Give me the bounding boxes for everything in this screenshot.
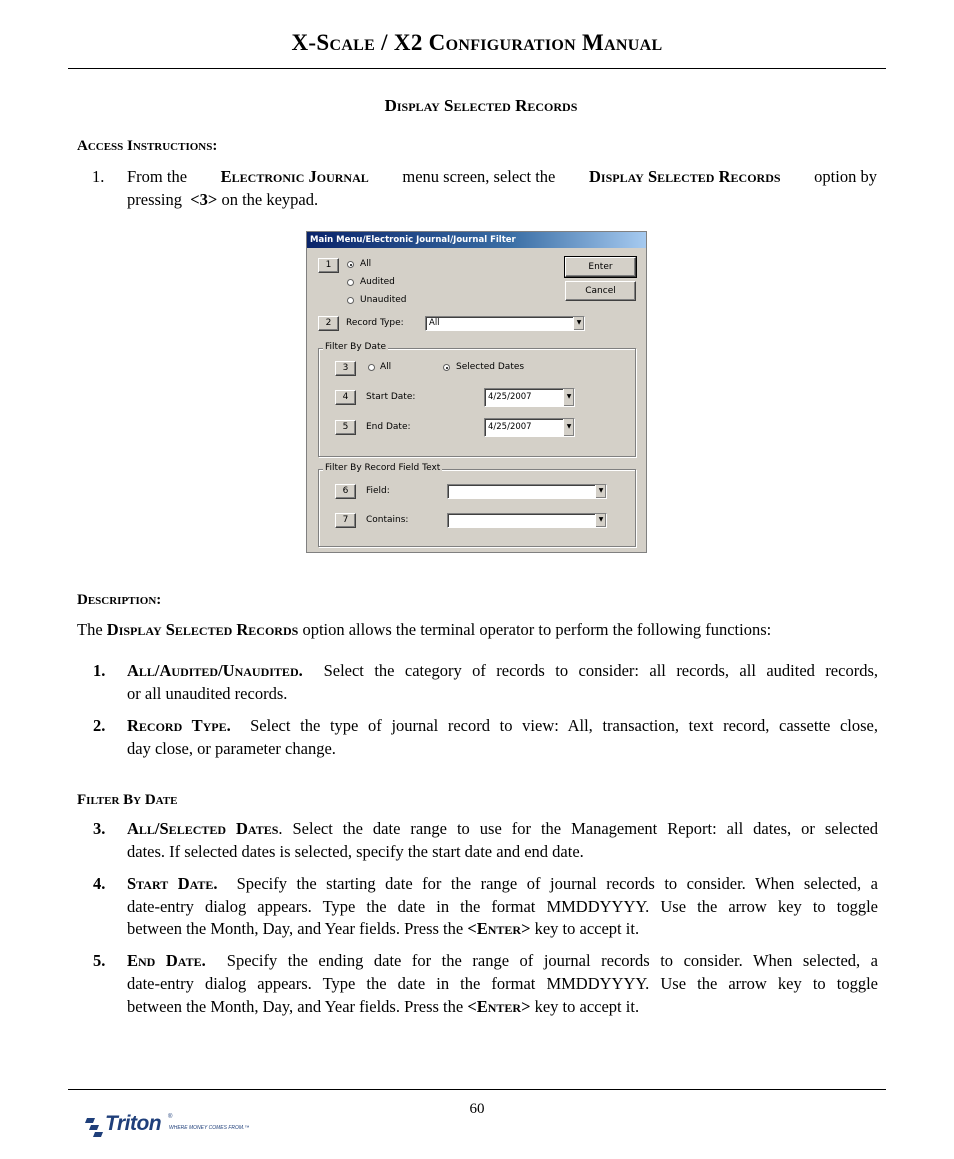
journal-filter-dialog: [306, 231, 647, 553]
cancel-button[interactable]: Cancel: [565, 281, 636, 301]
end-date-picker[interactable]: [484, 418, 575, 437]
intro-option: Display Selected Records: [106, 620, 299, 639]
filter-by-date-heading: Filter By Date: [77, 792, 178, 808]
intro-pre: The: [77, 620, 103, 639]
item-5-line-2: date-entry dialog appears. Type the date in the format MMDDYYYY. Use the arrow key to toggle: [127, 974, 878, 993]
step-text-mid: menu screen, select the: [402, 167, 556, 186]
key-1-button[interactable]: 1: [318, 258, 339, 273]
dialog-title-bar: Main Menu/Electronic Journal/Journal Filter: [307, 232, 646, 248]
item-4-enter-key: <Enter>: [467, 919, 531, 938]
access-step-line-1: [127, 165, 877, 188]
step-text-keypad: on the keypad.: [221, 190, 319, 209]
access-step-line-2: [127, 188, 318, 211]
filter-by-date-label: Filter By Date: [325, 342, 387, 352]
record-type-value: All: [429, 318, 440, 328]
page-header-title: X-Scale / X2 Configuration Manual: [291, 30, 663, 55]
triton-logo: [85, 1114, 255, 1138]
footer-rule: [68, 1089, 886, 1090]
chevron-down-icon[interactable]: ▼: [595, 514, 606, 527]
step-option-name: Display Selected Records: [589, 167, 781, 186]
item-1-term: All/Audited/Unaudited.: [127, 661, 303, 680]
end-date-value: 4/25/2007: [488, 422, 532, 432]
item-5-text3-post: key to accept it.: [534, 997, 640, 1016]
contains-label: Contains:: [366, 515, 409, 525]
record-type-label: Record Type:: [346, 318, 404, 328]
step-text-pressing: pressing: [127, 190, 182, 209]
step-number: 1.: [92, 167, 105, 186]
logo-registered-mark: ®: [168, 1114, 173, 1120]
item-4-line-2: date-entry dialog appears. Type the date in the format MMDDYYYY. Use the arrow key to toggle: [127, 897, 878, 916]
intro-post: option allows the terminal operator to perform the following functions:: [302, 620, 772, 639]
item-4-text: Specify the starting date for the range of journal records to consider. When selected, a: [236, 874, 878, 893]
radio-audited[interactable]: [347, 279, 354, 286]
field-select[interactable]: [447, 484, 607, 499]
item-4-text3-pre: between the Month, Day, and Year fields. Press the: [127, 919, 464, 938]
header-rule: [68, 68, 886, 69]
end-date-label: End Date:: [366, 422, 411, 432]
item-2-line-2: day close, or parameter change.: [127, 739, 336, 758]
key-3-button[interactable]: 3: [335, 361, 356, 376]
item-4-number: 4.: [93, 874, 106, 893]
radio-all-dates[interactable]: [368, 364, 375, 371]
start-date-label: Start Date:: [366, 392, 416, 402]
item-1-number: 1.: [93, 661, 106, 680]
contains-select[interactable]: [447, 513, 607, 528]
logo-tagline-text: WHERE MONEY COMES FROM.: [169, 1125, 245, 1131]
chevron-down-icon[interactable]: ▼: [563, 389, 574, 406]
field-label: Field:: [366, 486, 390, 496]
page-number: 60: [469, 1101, 485, 1117]
filter-by-field-group: [318, 469, 636, 547]
step-menu-name: Electronic Journal: [220, 167, 369, 186]
chevron-down-icon[interactable]: ▼: [595, 485, 606, 498]
start-date-picker[interactable]: [484, 388, 575, 407]
radio-selected-dates-label: Selected Dates: [456, 362, 525, 372]
step-text-post: option by: [814, 167, 877, 186]
chevron-down-icon[interactable]: ▼: [563, 419, 574, 436]
key-6-button[interactable]: 6: [335, 484, 356, 499]
item-1-line-1: [127, 659, 878, 682]
item-5-line-3: [127, 995, 639, 1018]
item-2-term: Record Type.: [127, 716, 231, 735]
access-instructions-heading: Access Instructions:: [77, 138, 218, 154]
item-2-line-1: [127, 714, 878, 737]
radio-all-records[interactable]: [347, 261, 354, 268]
key-5-button[interactable]: 5: [335, 420, 356, 435]
step-text-pre: From the: [127, 167, 188, 186]
item-2-number: 2.: [93, 716, 106, 735]
logo-wordmark: Triton: [105, 1112, 162, 1135]
item-5-enter-key: <Enter>: [467, 997, 531, 1016]
step-key: <3>: [190, 190, 218, 209]
description-intro: [77, 618, 771, 641]
item-1-line-2: or all unaudited records.: [127, 684, 288, 703]
item-5-number: 5.: [93, 951, 106, 970]
item-3-line-1: [127, 817, 878, 840]
key-4-button[interactable]: 4: [335, 390, 356, 405]
item-4-term: Start Date.: [127, 874, 218, 893]
item-3-number: 3.: [93, 819, 106, 838]
logo-trademark: ™: [244, 1125, 250, 1131]
key-7-button[interactable]: 7: [335, 513, 356, 528]
radio-all-label: All: [360, 259, 372, 269]
item-5-text3-pre: between the Month, Day, and Year fields. Press the: [127, 997, 464, 1016]
radio-selected-dates[interactable]: [443, 364, 450, 371]
radio-unaudited[interactable]: [347, 297, 354, 304]
radio-all-dates-label: All: [380, 362, 392, 372]
logo-tagline: [169, 1125, 249, 1131]
item-1-text: Select the category of records to consider: all records, all audited records,: [323, 661, 878, 680]
start-date-value: 4/25/2007: [488, 392, 532, 402]
item-3-text: . Select the date range to use for the Management Report: all dates, or selected: [278, 819, 878, 838]
item-5-line-1: [127, 949, 878, 972]
filter-by-field-label: Filter By Record Field Text: [325, 463, 441, 473]
item-4-line-1: [127, 872, 878, 895]
item-5-term: End Date.: [127, 951, 206, 970]
item-5-text: Specify the ending date for the range of journal records to consider. When selected, a: [226, 951, 879, 970]
section-title: Display Selected Records: [384, 96, 578, 115]
chevron-down-icon[interactable]: ▼: [573, 317, 584, 330]
key-2-button[interactable]: 2: [318, 316, 339, 331]
item-4-text3-post: key to accept it.: [534, 919, 640, 938]
item-4-line-3: [127, 917, 639, 940]
item-3-line-2: dates. If selected dates is selected, specify the start date and end date.: [127, 842, 584, 861]
description-heading: Description:: [77, 592, 162, 608]
record-type-select[interactable]: [425, 316, 585, 331]
radio-unaudited-label: Unaudited: [360, 295, 407, 305]
item-3-term: All/Selected Dates: [127, 819, 279, 838]
item-2-text: Select the type of journal record to view: All, transaction, text record, cassette close,: [250, 716, 879, 735]
radio-audited-label: Audited: [360, 277, 395, 287]
enter-button[interactable]: Enter: [565, 257, 636, 277]
